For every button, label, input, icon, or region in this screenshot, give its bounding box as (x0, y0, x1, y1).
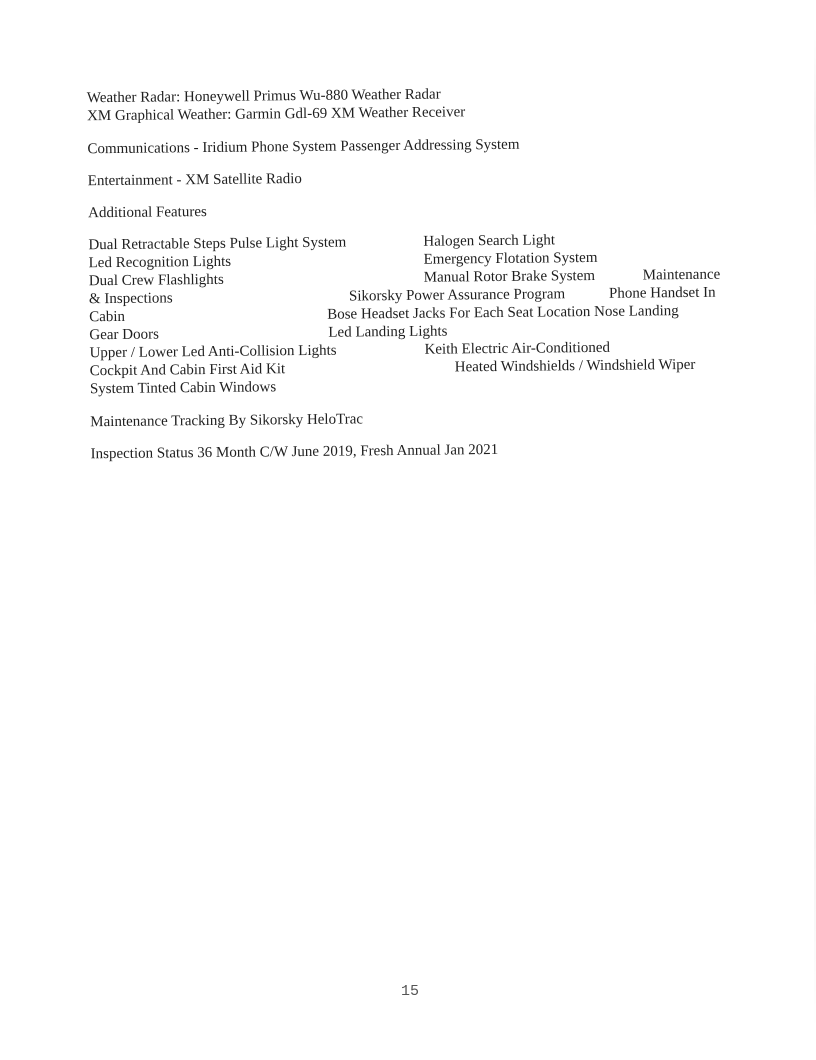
feature-line-3-far: Maintenance (642, 266, 721, 284)
feature-line-2-right: Emergency Flotation System (423, 249, 598, 268)
page-number: 15 (400, 983, 419, 1000)
feature-line-2-left: Led Recognition Lights (88, 253, 232, 272)
feature-line-7-right: Keith Electric Air-Conditioned (424, 339, 611, 358)
inspection-status-line: Inspection Status 36 Month C/W June 2019, Fresh Annual Jan 2021 (90, 441, 499, 463)
feature-line-9-left: System Tinted Cabin Windows (89, 379, 277, 398)
xm-weather-line: XM Graphical Weather: Garmin Gdl-69 XM Weather Receiver (86, 104, 466, 125)
weather-radar-line: Weather Radar: Honeywell Primus Wu-880 Weather Radar (86, 86, 441, 107)
feature-line-4-left: & Inspections (88, 290, 173, 308)
feature-line-6-mid: Led Landing Lights (328, 323, 448, 341)
feature-line-8-left: Cockpit And Cabin First Aid Kit (89, 361, 286, 380)
communications-line: Communications - Iridium Phone System Passenger Addressing System (87, 136, 520, 158)
feature-line-5-left: Cabin (89, 308, 126, 326)
feature-line-8-right: Heated Windshields / Windshield Wiper (454, 356, 696, 376)
feature-line-3-left: Dual Crew Flashlights (88, 271, 224, 290)
feature-line-1-left: Dual Retractable Steps Pulse Light System (88, 234, 347, 254)
feature-line-1-right: Halogen Search Light (423, 232, 556, 250)
feature-line-6-left: Gear Doors (89, 326, 159, 344)
feature-line-4-mid: Sikorsky Power Assurance Program (348, 286, 566, 305)
feature-line-3-right: Manual Rotor Brake System (423, 267, 596, 286)
entertainment-line: Entertainment - XM Satellite Radio (87, 171, 302, 190)
maintenance-tracking-line: Maintenance Tracking By Sikorsky HeloTrac (90, 411, 364, 431)
additional-features-heading: Additional Features (87, 204, 207, 222)
feature-line-5-mid: Bose Headset Jacks For Each Seat Location Nose Landing (327, 303, 679, 323)
feature-line-7-left: Upper / Lower Led Anti-Collision Lights (89, 342, 337, 362)
feature-line-4-far: Phone Handset In (608, 284, 716, 302)
